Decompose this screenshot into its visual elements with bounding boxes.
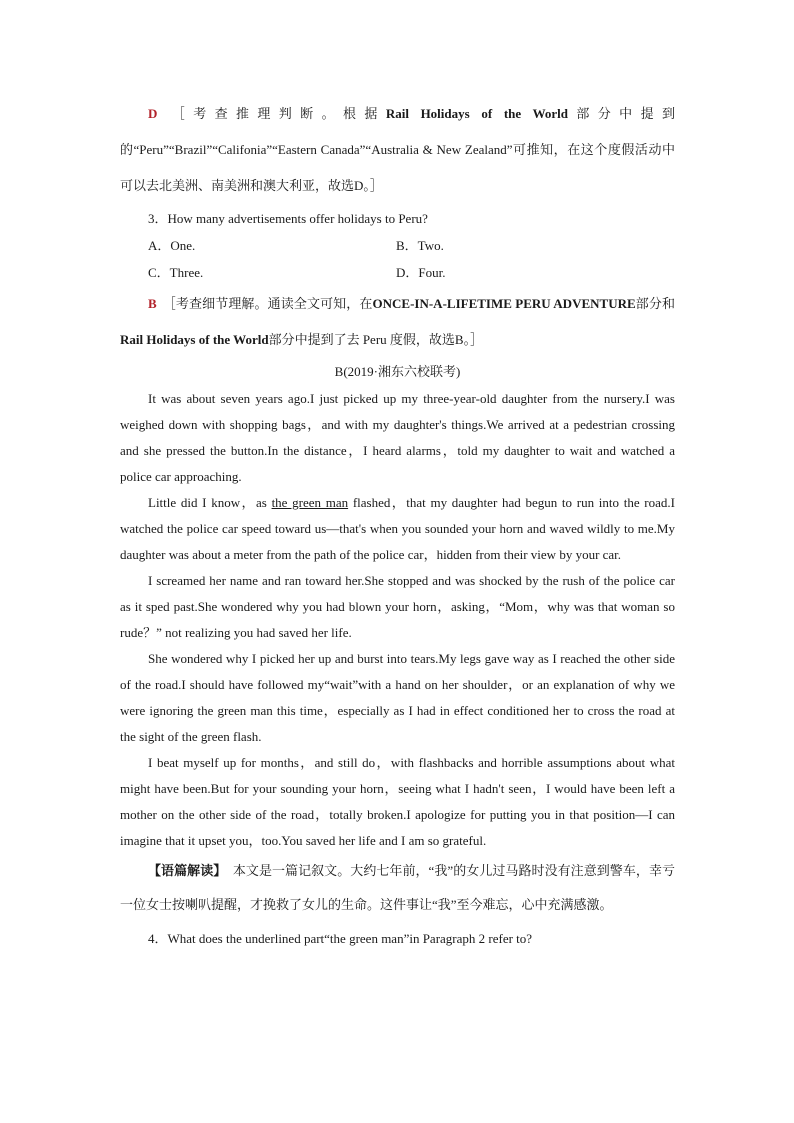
passage-interpretation [120,854,675,922]
passage-paragraph-2 [120,490,675,568]
section-b-heading: B(2019·湘东六校联考) [334,364,461,379]
paragraph-2-text-after: flashed，that my daughter had begun to run into the road.I watched the police car speed toward us—that's when you sounded your horn and waved wildly to me.My daughter was about a meter from the path of the police car，hidden from their view by your car. [120,495,675,562]
q4-stem: 4．What does the underlined part“the green man”in Paragraph 2 refer to? [148,931,533,946]
q3-options-row-1 [120,232,675,259]
q2-answer-key: D [148,106,158,121]
q2-answer-explanation [120,96,675,204]
q3-option-d: D．Four. [396,265,446,280]
interpretation-text: 本文是一篇记叙文。大约七年前，“我”的女儿过马路时没有注意到警车，幸亏一位女士按喇叭提醒，才挽救了女儿的生命。这件事让“我”至今难忘，心中充满感激。 [120,863,675,912]
q3-explanation-bold-1: ONCE-IN-A-LIFETIME PERU ADVENTURE [372,296,636,311]
q3-explanation-bold-2: Rail Holidays of the World [120,332,269,347]
q3-options-row-2 [120,259,675,286]
q2-explanation-bold-1: Rail Holidays of the World [385,106,568,121]
document-page [120,96,675,952]
q3-answer-key: B [148,296,157,311]
passage-paragraph-1: It was about seven years ago.I just picked up my three-year-old daughter from the nursery.I was weighed down with shopping bags，and with my daughter's things.We arrived at a pedestrian crossing and she pressed the button.In the distance，I heard alarms，told my daughter to wait and watched a police car approaching. [120,391,675,484]
q3-explanation-text-3: 部分中提到了去 Peru 度假，故选B。］ [268,332,484,347]
q3-explanation-text-2: 部分和 [635,296,675,311]
q3-stem: 3．How many advertisements offer holidays to Peru? [148,211,428,226]
q2-explanation-text-1: ［考查推理判断。根据 [163,106,386,121]
q3-option-c: C．Three. [148,265,204,280]
q3-option-b: B．Two. [396,238,444,253]
passage-paragraph-3: I screamed her name and ran toward her.She stopped and was shocked by the rush of the police car as it sped past.She wondered why you had blown your horn，asking，“Mom，why was that woman so rude？” not realizing you had saved her life. [120,573,675,640]
q2-explanation-text-2: 部分中提到的“Peru”“Brazil”“Califonia”“Eastern Canada”“Australia & New Zealand”可推知，在这个度假活动中可以去北美洲、南美洲和澳大利亚，故选D。］ [120,106,675,193]
q3-explanation-text-1: ［考查细节理解。通读全文可知，在 [162,296,373,311]
q3-answer-explanation [120,286,675,358]
paragraph-2-text-before: Little did I know，as [148,495,272,510]
passage-paragraph-5: I beat myself up for months，and still do，with flashbacks and horrible assumptions about what might have been.But for your sounding your horn，seeing what I hadn't seen，I would have been left a mother on the other side of the road，totally broken.I apologize for putting you in that position—I can imagine that it upset you，too.You saved her life and I am so grateful. [120,755,675,848]
passage-paragraph-4: She wondered why I picked her up and burst into tears.My legs gave way as I reached the other side of the road.I should have followed my“wait”with a hand on her shoulder，or an explanation of why we were ignoring the green man this time，especially as I had in effect conditioned her to cross the road at the sight of the green flash. [120,651,675,744]
interpretation-label: 【语篇解读】 [148,863,220,878]
q3-option-a: A．One. [148,238,196,253]
underlined-phrase-green-man: the green man [271,495,349,510]
